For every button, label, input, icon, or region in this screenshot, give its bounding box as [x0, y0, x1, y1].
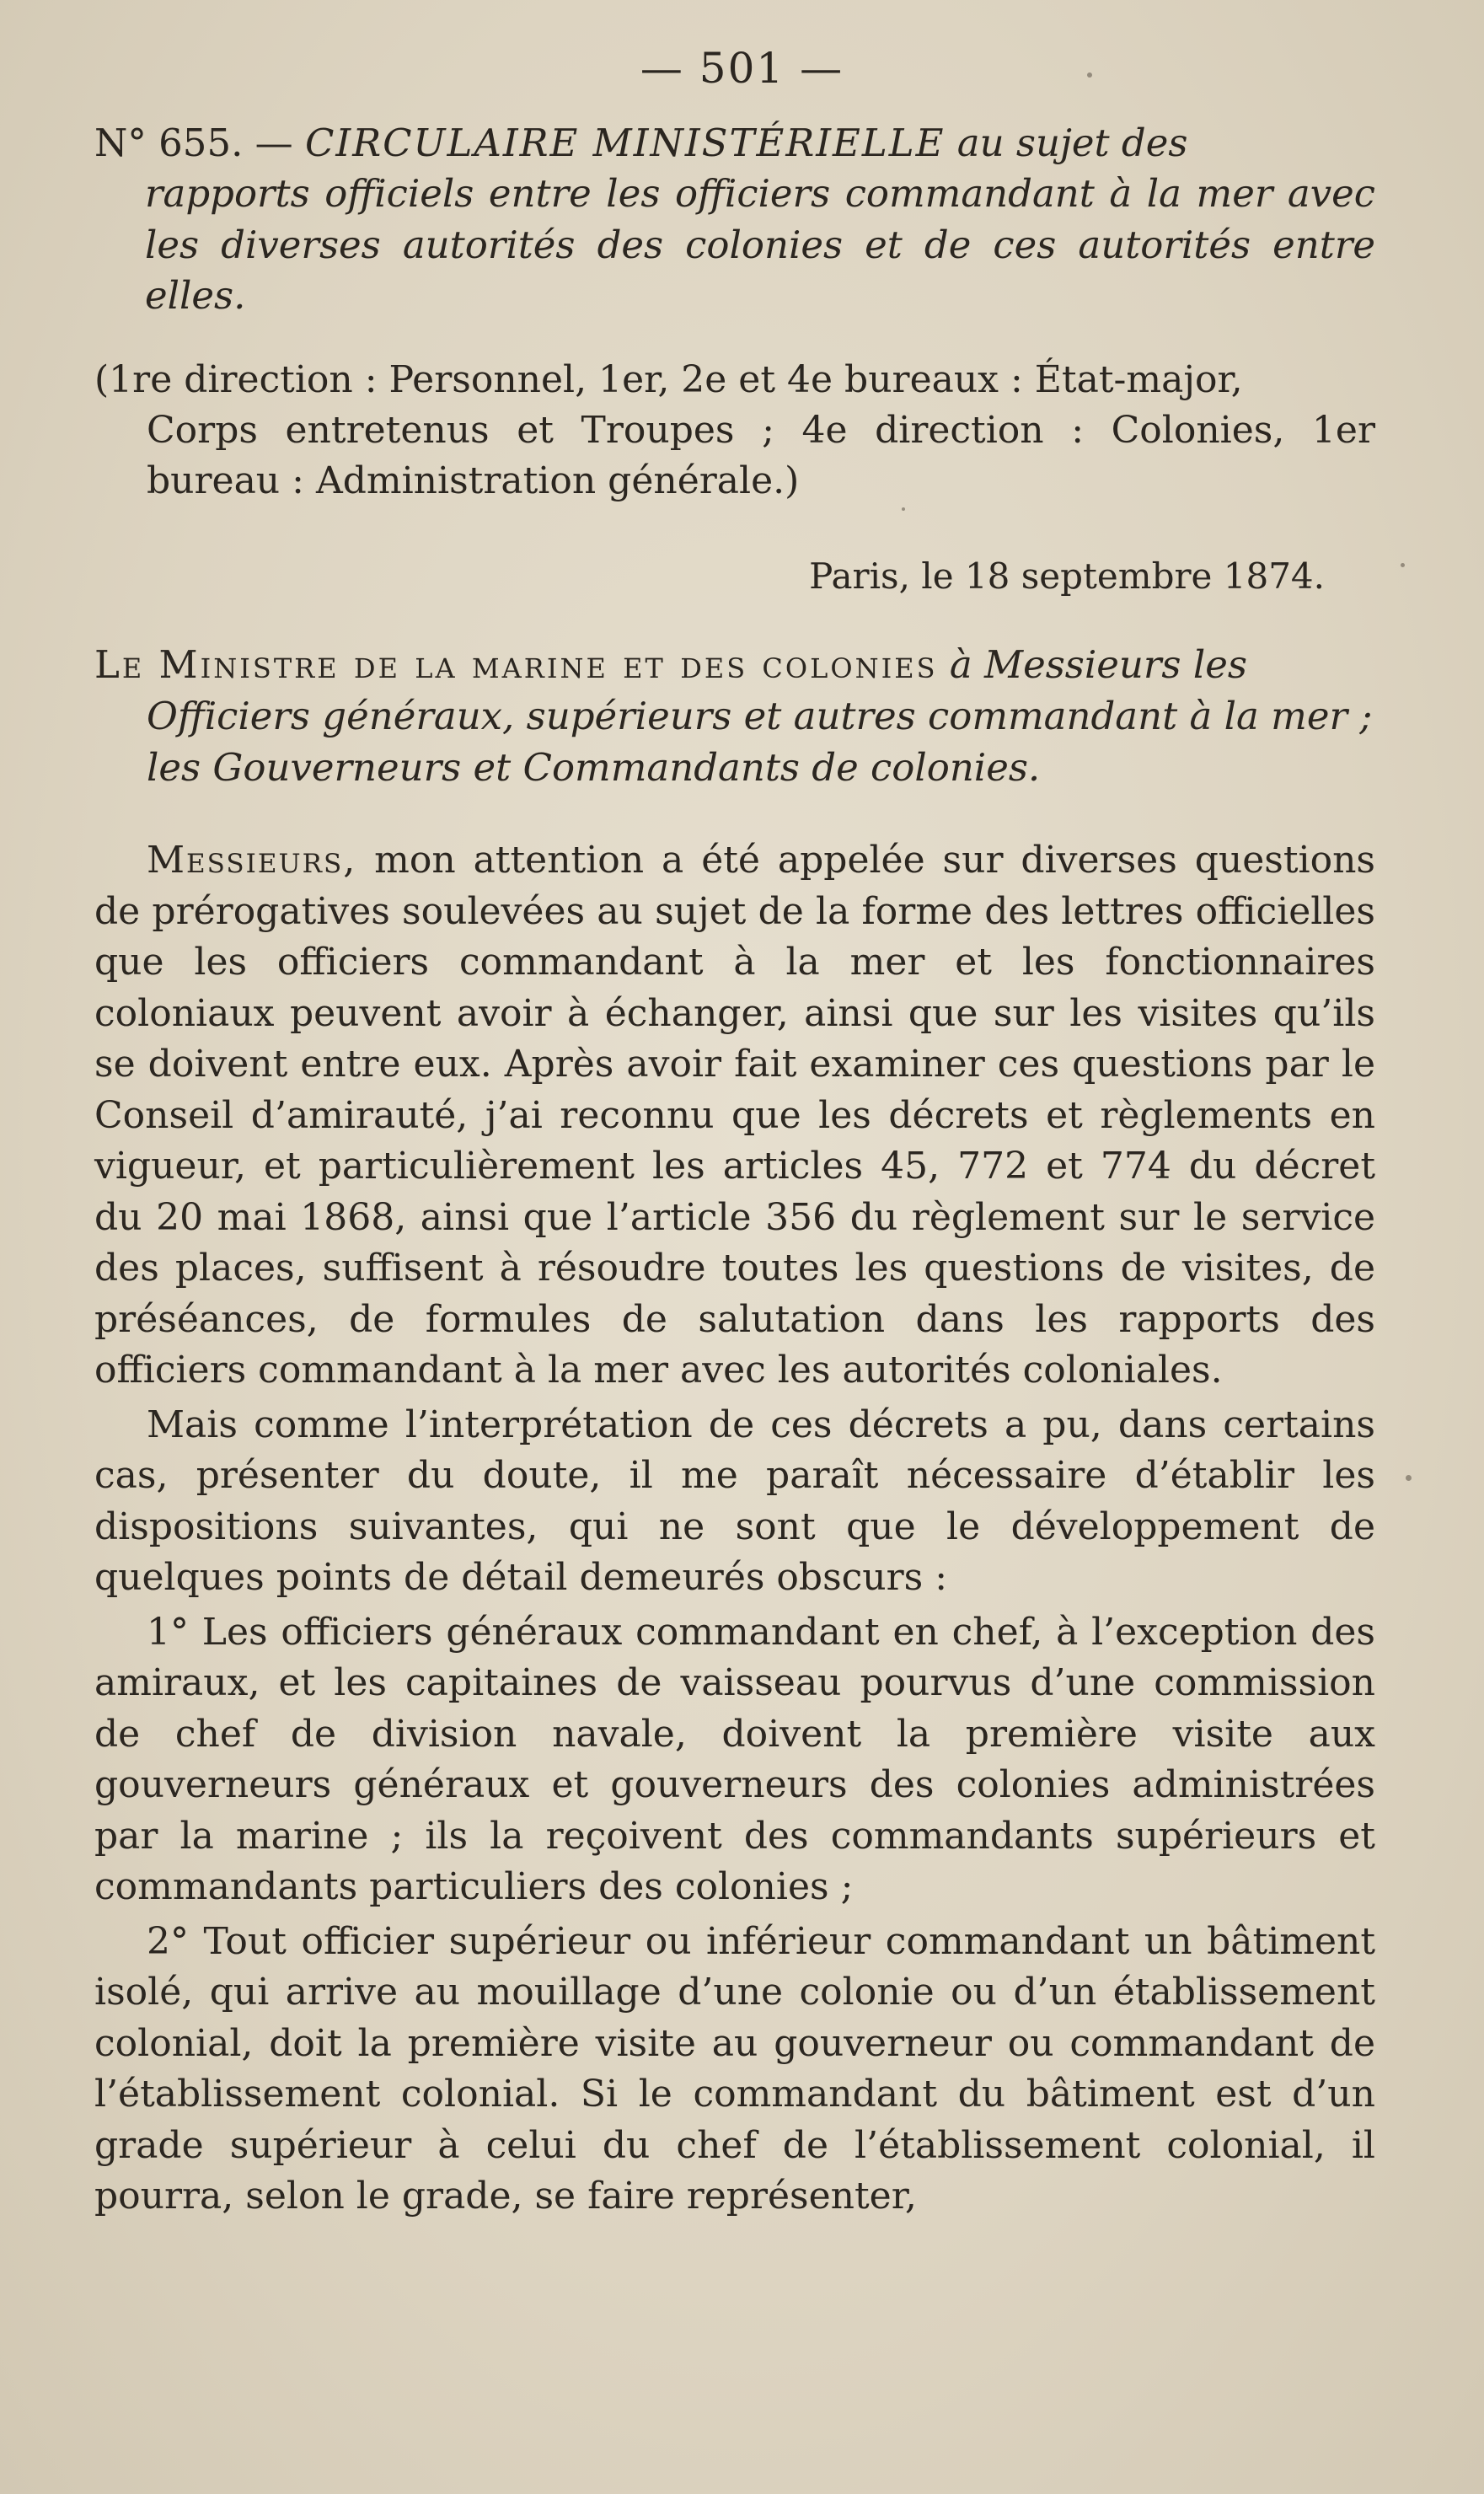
direction-note [94, 355, 1375, 506]
circular-title-rest: au sujet des [956, 121, 1188, 165]
recipients: Officiers généraux, supérieurs et autres commandant à la mer ; les Gouverneurs et Commandants de colonies. [147, 693, 1373, 791]
body-paragraph [94, 1400, 1375, 1604]
circular-heading [94, 118, 1375, 321]
circular-number: N° 655. — [94, 121, 293, 165]
dateline: Paris, le 18 septembre 1874. [809, 555, 1325, 597]
paragraph-text: Mais comme l’interprétation de ces décrets a pu, dans certains cas, présenter du doute, il me paraît nécessaire d’établir les dispositions suivantes, qui ne sont que le développement de quelques points de détail demeurés obscurs : [94, 1403, 1375, 1600]
paper-speck [1401, 563, 1405, 567]
paper-speck [902, 507, 905, 511]
body-paragraph [94, 835, 1375, 1397]
paragraph-text: mon attention a été appelée sur diverses questions de prérogatives soulevées au sujet de la forme des lettres officielles que les officiers commandant à la mer et les fonctionnaires coloniaux peuvent avoir à échanger, ainsi que sur les visites qu’ils se doivent entre eux. Après avoir fait examiner ces questions par le Conseil d’amirauté, j’ai reconnu que les décrets et règlements en vigueur, et particulièrement les articles 45, 772 et 774 du décret du 20 mai 1868, ainsi que l’article 356 du règlement sur le service des places, suffisent à résoudre toutes les questions de visites, de préséances, de formules de salutation dans les rapports des officiers commandant à la mer avec les autorités coloniales. [94, 839, 1375, 1392]
paper-speck [1406, 1475, 1412, 1481]
direction-continuation: Corps entretenus et Troupes ; 4e direction : Colonies, 1er bureau : Administration générale.) [147, 409, 1375, 502]
address-block [94, 639, 1375, 794]
body-paragraph [94, 1917, 1375, 2223]
paper-speck [1087, 72, 1092, 78]
recipient-start: à Messieurs les [949, 641, 1247, 687]
sender: Le Ministre de la marine et des colonies [94, 641, 938, 687]
circular-subject: rapports officiels entre les officiers commandant à la mer avec les diverses autorités des colonies et de ces autorités entre elles. [145, 171, 1375, 318]
circular-title: CIRCULAIRE MINISTÉRIELLE [305, 121, 946, 165]
paragraph-text: 1° Les officiers généraux commandant en chef, à l’exception des amiraux, et les capitaines de vaisseau pourvus d’une commission de chef de division navale, doivent la première visite aux gouverneurs généraux et gouverneurs des colonies administrées par la marine ; ils la reçoivent des commandants supérieurs et commandants particuliers des colonies ; [94, 1610, 1375, 1909]
body-paragraph [94, 1607, 1375, 1913]
salutation: Messieurs, [147, 839, 357, 882]
paragraph-text: 2° Tout officier supérieur ou inférieur commandant un bâtiment isolé, qui arrive au mouillage d’une colonie ou d’un établissement colonial, doit la première visite au gouverneur ou commandant de l’établissement colonial. Si le commandant du bâtiment est d’un grade supérieur à celui du chef de l’établissement colonial, il pourra, selon le grade, se faire représenter, [94, 1919, 1375, 2218]
page-number: — 501 — [640, 44, 844, 93]
direction-line: (1re direction : Personnel, 1er, 2e et 4e bureaux : État-major, [94, 358, 1243, 402]
page-content [94, 118, 1375, 2223]
